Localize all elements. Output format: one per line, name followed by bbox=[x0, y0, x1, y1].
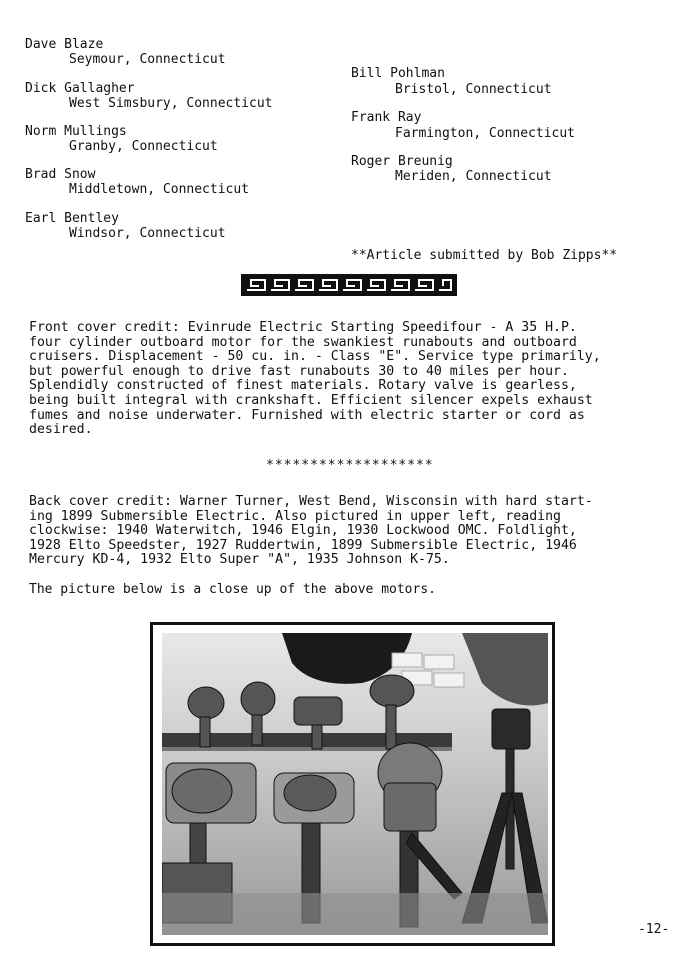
section-separator: ******************* bbox=[266, 458, 434, 473]
person-name: Earl Bentley bbox=[25, 211, 119, 226]
person-location: Middletown, Connecticut bbox=[69, 182, 250, 197]
person-location: Farmington, Connecticut bbox=[395, 126, 576, 141]
person-location: Granby, Connecticut bbox=[69, 139, 218, 154]
person-location: Windsor, Connecticut bbox=[69, 226, 226, 241]
person-name: Brad Snow bbox=[25, 167, 96, 182]
picture-caption: The picture below is a close up of the above motors. bbox=[29, 582, 436, 597]
person-name: Bill Pohlman bbox=[351, 66, 445, 81]
greek-key-ornament bbox=[241, 274, 457, 296]
person-name: Dave Blaze bbox=[25, 37, 104, 52]
person-location: Meriden, Connecticut bbox=[395, 169, 552, 184]
front-cover-credit: Front cover credit: Evinrude Electric Starting Speedifour - A 35 H.P. four cylinder outboard motor for the swankiest runabouts and outboard cruisers. Displacement - 50 cu. in. - Class "E". Service type primarily, but powerful enough to drive fast runabouts 30 to 40 miles per hour. Splendidly constructed of finest materials. Rotary valve is gearless, being built integral with crankshaft. Efficient silencer expels exhaust fumes and noise underwater. Furnished with electric starter or cord as desired. bbox=[29, 320, 601, 438]
person-name: Dick Gallagher bbox=[25, 81, 135, 96]
page-number: -12- bbox=[638, 922, 670, 937]
article-credit: **Article submitted by Bob Zipps** bbox=[351, 248, 618, 263]
person-location: Bristol, Connecticut bbox=[395, 82, 552, 97]
person-name: Norm Mullings bbox=[25, 124, 127, 139]
outboard-motors-photo bbox=[162, 633, 548, 935]
motors-photo-frame bbox=[150, 622, 555, 946]
person-name: Roger Breunig bbox=[351, 154, 453, 169]
person-location: West Simsbury, Connecticut bbox=[69, 96, 273, 111]
person-name: Frank Ray bbox=[351, 110, 422, 125]
back-cover-credit: Back cover credit: Warner Turner, West Bend, Wisconsin with hard start- ing 1899 Submersible Electric. Also pictured in upper left, reading clockwise: 1940 Waterwitch, 1946 Elgin, 1930 Lockwood OMC. Foldlight, 1928 Elto Speedster, 1927 Ruddertwin, 1899 Submersible Electric, 1946 Mercury KD-4, 1932 Elto Super "A", 1935 Johnson K-75. bbox=[29, 494, 593, 568]
person-location: Seymour, Connecticut bbox=[69, 52, 226, 67]
